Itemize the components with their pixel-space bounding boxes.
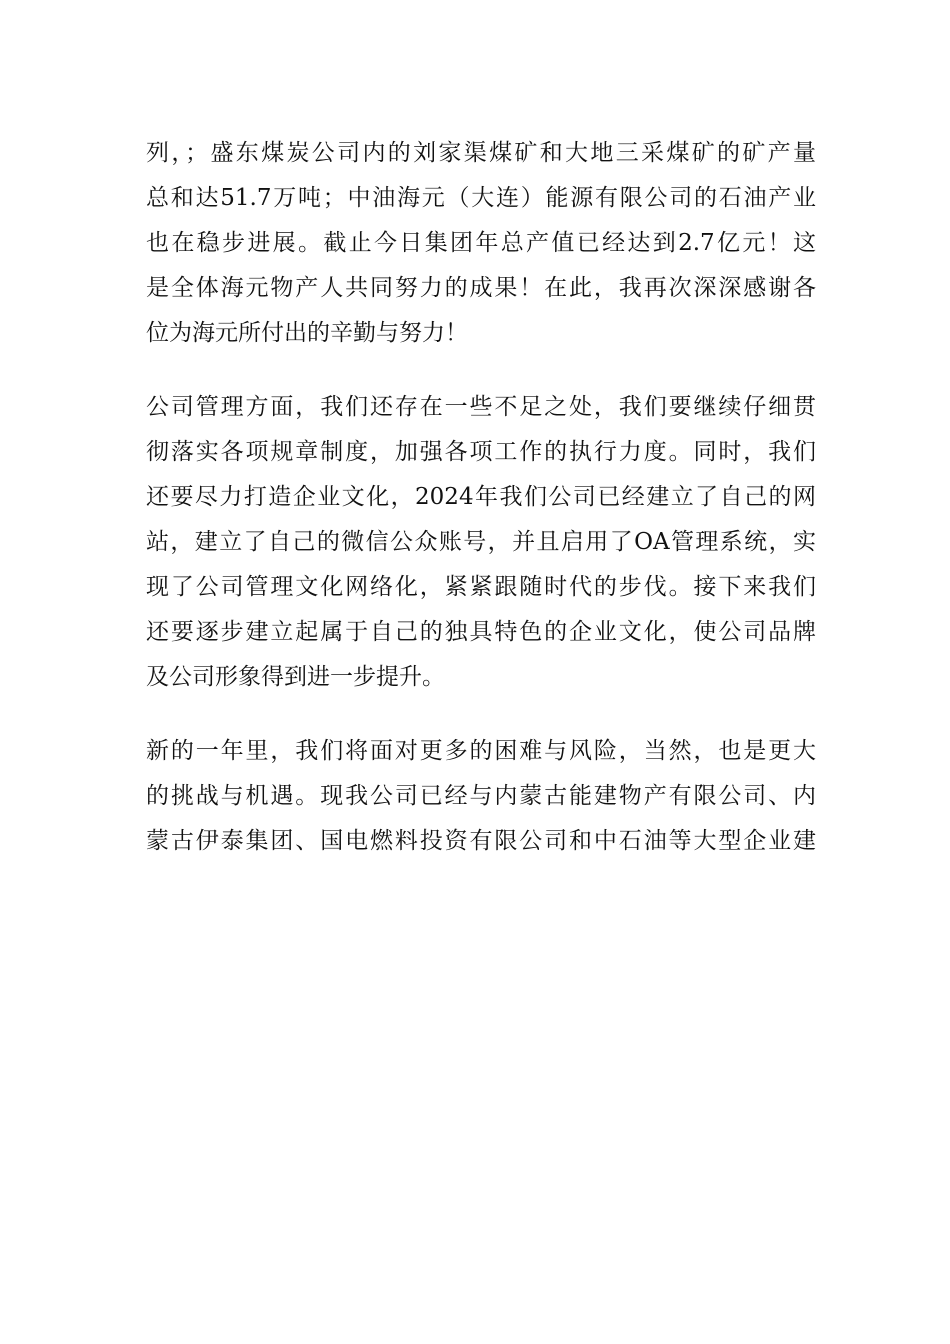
text-line: 位为海元所付出的辛勤与努力！: [146, 320, 468, 346]
text-line: 现了公司管理文化网络化，紧紧跟随时代的步伐。接下来我们: [146, 574, 816, 600]
text-line: 还要尽力打造企业文化，2024年我们公司已经建立了自己的网: [146, 484, 816, 510]
text-line: 还要逐步建立起属于自己的独具特色的企业文化，使公司品牌: [146, 619, 816, 645]
text-line: 公司管理方面，我们还存在一些不足之处，我们要继续仔细贯: [146, 394, 816, 420]
text-line: 列，；盛东煤炭公司内的刘家渠煤矿和大地三采煤矿的矿产量: [146, 140, 816, 166]
text-line: 站，建立了自己的微信公众账号，并且启用了OA管理系统，实: [146, 529, 816, 555]
paragraph-gap: [146, 700, 816, 729]
paragraph-3: [146, 729, 816, 864]
text-line: 的挑战与机遇。现我公司已经与内蒙古能建物产有限公司、内: [146, 783, 816, 809]
text-line: 及公司形象得到进一步提升。: [146, 664, 445, 690]
paragraph-2: [146, 385, 816, 700]
text-line: 也在稳步进展。截止今日集团年总产值已经达到2.7亿元！这: [146, 230, 816, 256]
paragraph-1: [146, 131, 816, 356]
document-body: [146, 131, 816, 864]
text-line: 是全体海元物产人共同努力的成果！在此，我再次深深感谢各: [146, 275, 816, 301]
text-line: 彻落实各项规章制度，加强各项工作的执行力度。同时，我们: [146, 439, 816, 465]
text-line: 蒙古伊泰集团、国电燃料投资有限公司和中石油等大型企业建: [146, 828, 816, 854]
paragraph-gap: [146, 356, 816, 385]
text-line: 新的一年里，我们将面对更多的困难与风险，当然，也是更大: [146, 738, 816, 764]
text-line: 总和达51.7万吨；中油海元（大连）能源有限公司的石油产业: [146, 185, 816, 211]
